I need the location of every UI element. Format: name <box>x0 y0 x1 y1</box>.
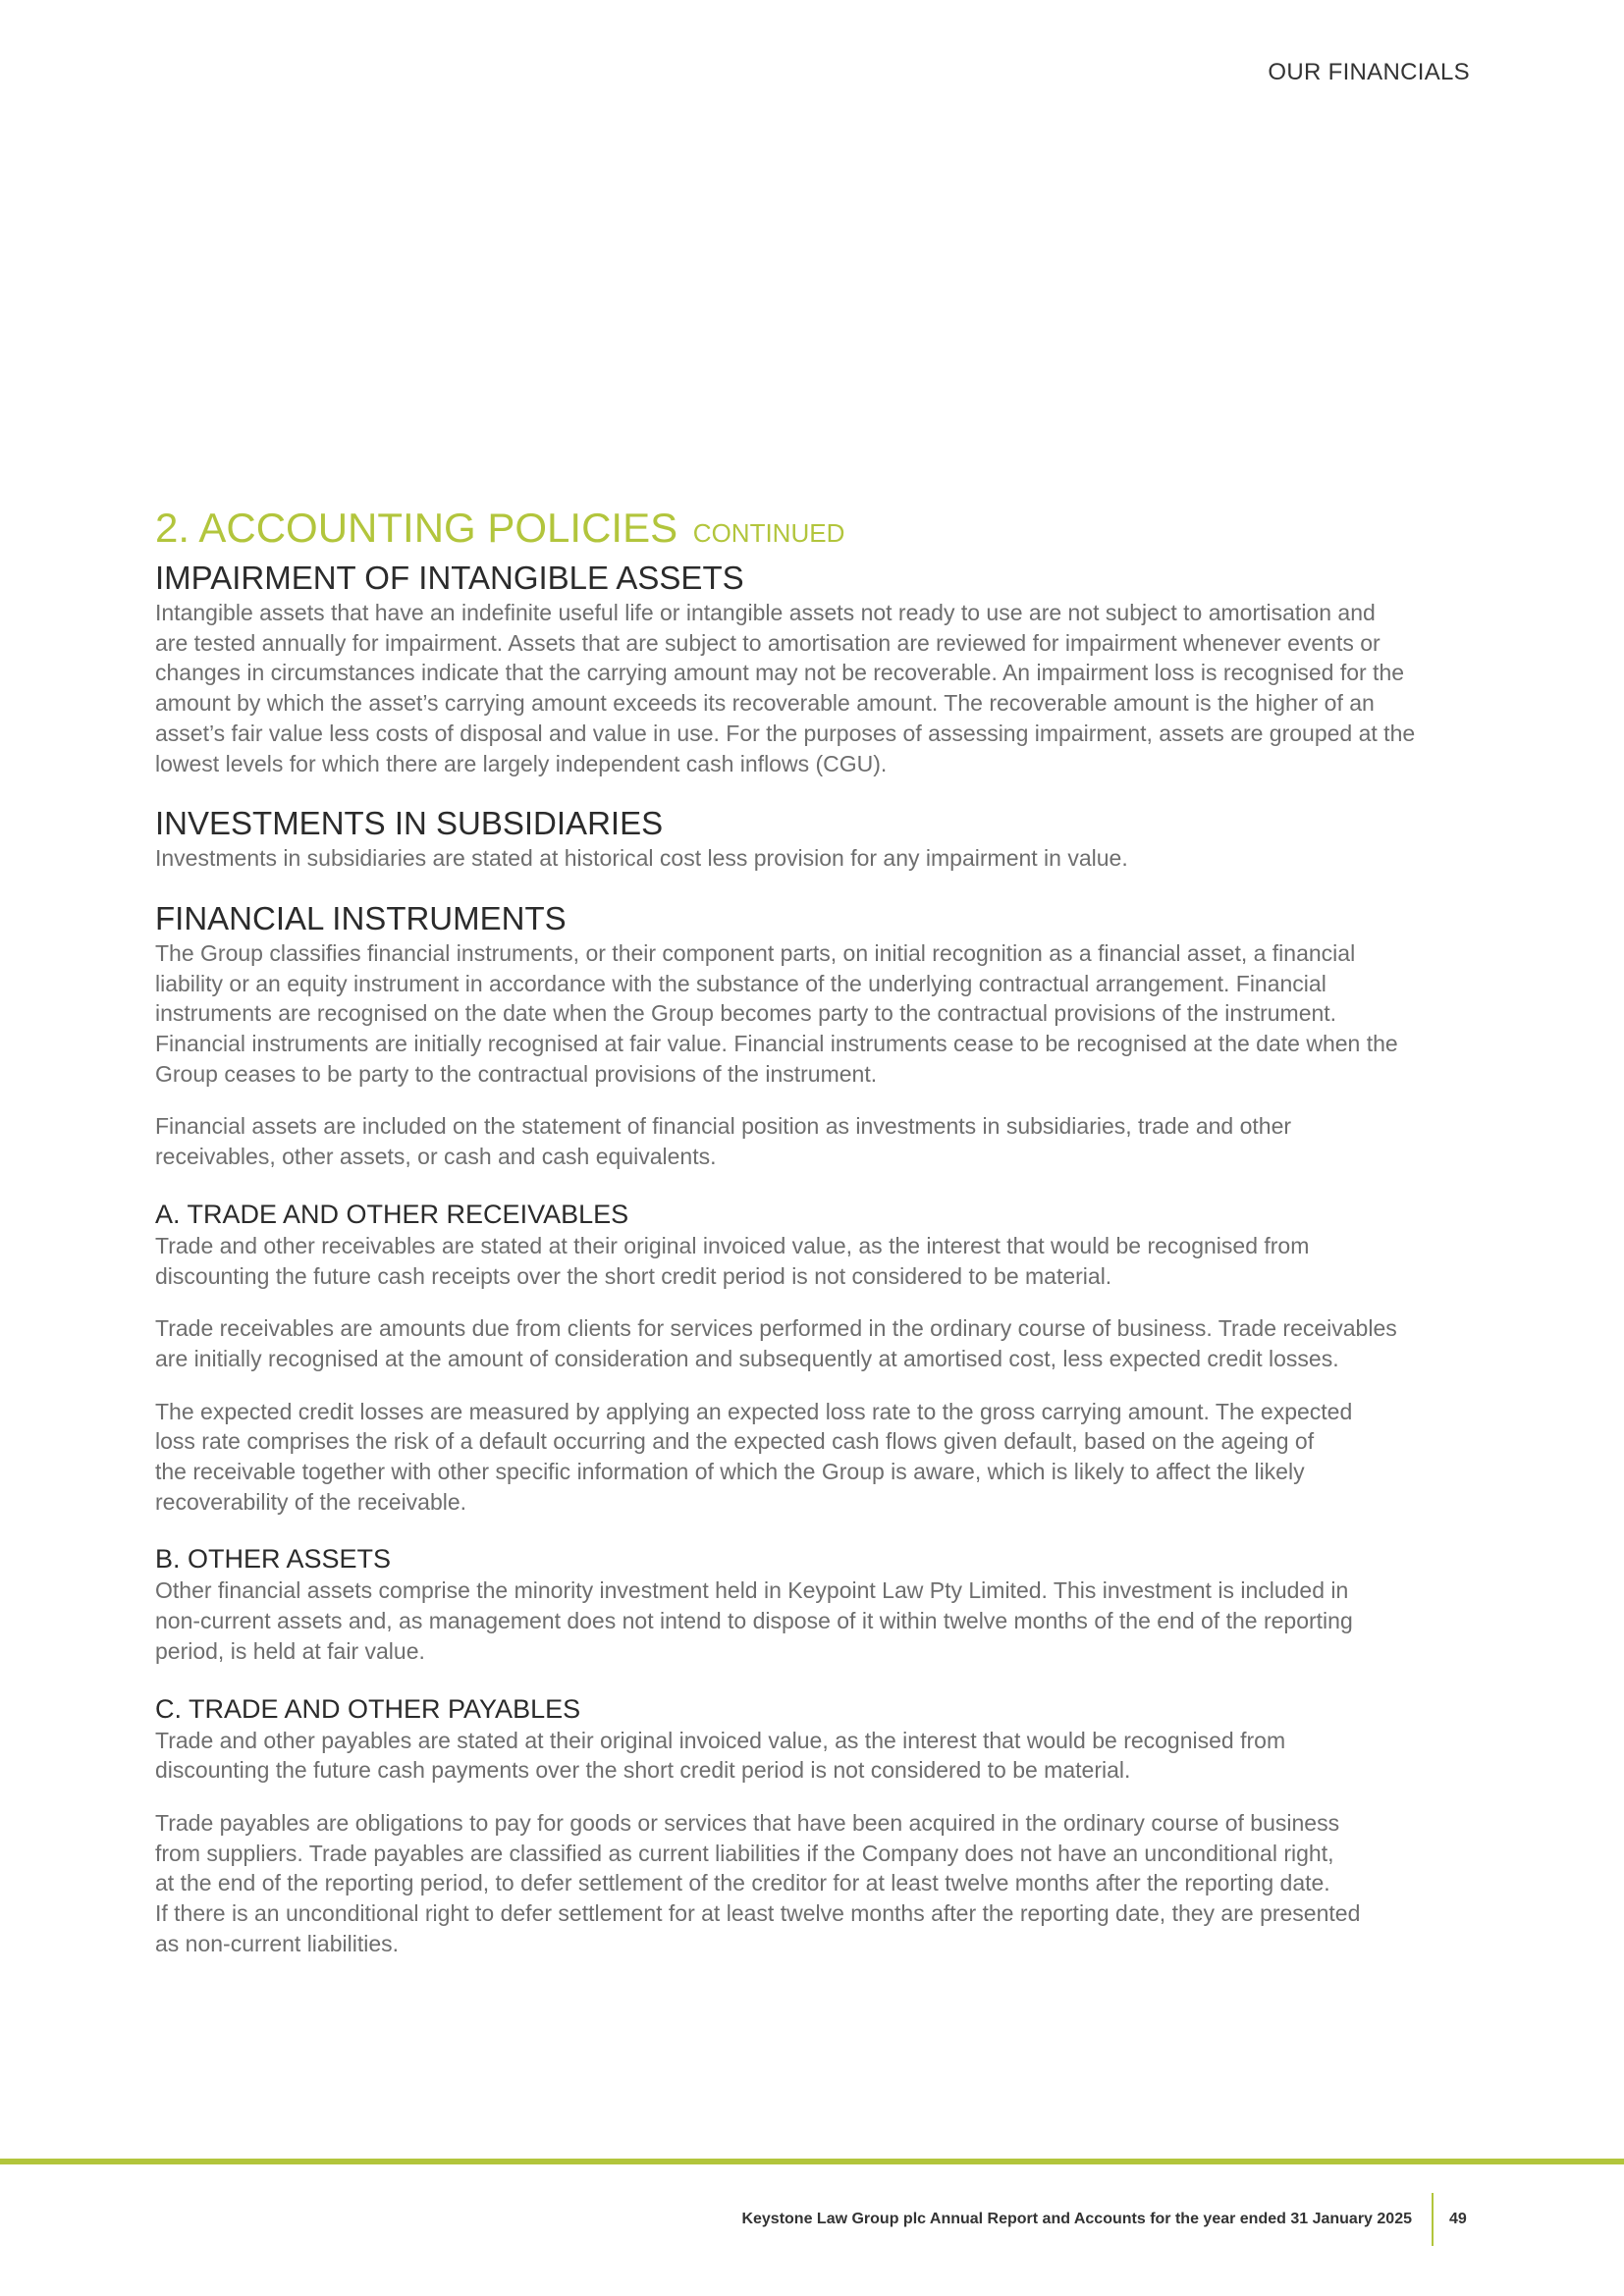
page-title <box>155 503 1471 559</box>
heading-investments: INVESTMENTS IN SUBSIDIARIES <box>155 805 664 842</box>
text-line: amount by which the asset’s carrying amount exceeds its recoverable amount. The recoverable amount is the higher of an <box>155 690 1375 717</box>
text-line: Trade payables are obligations to pay for goods or services that have been acquired in the ordinary course of business <box>155 1809 1340 1836</box>
text-line: period, is held at fair value. <box>155 1637 425 1664</box>
text-line: Financial assets are included on the statement of financial position as investments in subsidiaries, trade and other <box>155 1113 1292 1140</box>
text-line: receivables, other assets, or cash and cash equivalents. <box>155 1144 717 1170</box>
receivables-paragraph-3 <box>155 1397 1471 1518</box>
page-number: 49 <box>1449 2211 1467 2227</box>
text-line: asset’s fair value less costs of disposal and value in use. For the purposes of assessing impairment, assets are grouped at the <box>155 720 1416 746</box>
text-line: Investments in subsidiaries are stated at historical cost less provision for any impairment in value. <box>155 845 1128 872</box>
text-line: If there is an unconditional right to defer settlement for at least twelve months after the reporting date, they are presented <box>155 1900 1361 1927</box>
section-label: OUR FINANCIALS <box>1268 59 1470 85</box>
heading-payables: C. TRADE AND OTHER PAYABLES <box>155 1693 581 1724</box>
text-line: are initially recognised at the amount of consideration and subsequently at amortised cost, less expected credit losses. <box>155 1345 1339 1371</box>
text-line: lowest levels for which there are largely independent cash inflows (CGU). <box>155 750 888 776</box>
text-line: changes in circumstances indicate that the carrying amount may not be recoverable. An impairment loss is recognised for the <box>155 660 1405 686</box>
text-line: discounting the future cash payments over the short credit period is not considered to be material. <box>155 1757 1131 1784</box>
text-line: Financial instruments are initially recognised at fair value. Financial instruments cease to be recognised at the date when the <box>155 1031 1398 1057</box>
text-line: Trade and other receivables are stated at their original invoiced value, as the interest that would be recognised from <box>155 1232 1310 1258</box>
text-line: The Group classifies financial instruments, or their component parts, on initial recognition as a financial asset, a financial <box>155 939 1356 966</box>
text-line: The expected credit losses are measured by applying an expected loss rate to the gross carrying amount. The expected <box>155 1398 1353 1424</box>
payables-paragraph-2 <box>155 1808 1471 1959</box>
text-line: liability or an equity instrument in accordance with the substance of the underlying contractual arrangement. Financial <box>155 970 1326 996</box>
text-line: instruments are recognised on the date when the Group becomes party to the contractual provisions of the instrument. <box>155 1000 1337 1027</box>
receivables-paragraph-1 <box>155 1231 1471 1291</box>
heading-receivables: A. TRADE AND OTHER RECEIVABLES <box>155 1199 629 1229</box>
text-line: discounting the future cash receipts over the short credit period is not considered to be material. <box>155 1262 1112 1289</box>
footer-report-title: Keystone Law Group plc Annual Report and Accounts for the year ended 31 January 2025 <box>741 2211 1412 2227</box>
heading-other-assets: B. OTHER ASSETS <box>155 1544 392 1575</box>
text-line: Other financial assets comprise the minority investment held in Keypoint Law Pty Limited. This investment is included in <box>155 1577 1349 1604</box>
text-line: as non-current liabilities. <box>155 1930 400 1956</box>
text-line: the receivable together with other specific information of which the Group is aware, which is likely to affect the likely <box>155 1459 1305 1485</box>
page-title-text: 2. ACCOUNTING POLICIES <box>155 505 678 551</box>
heading-impairment: IMPAIRMENT OF INTANGIBLE ASSETS <box>155 560 744 596</box>
payables-paragraph-1 <box>155 1726 1471 1786</box>
text-line: non-current assets and, as management does not intend to dispose of it within twelve months of the end of the reporting <box>155 1608 1353 1634</box>
investments-paragraph <box>155 843 1471 874</box>
financial-instruments-paragraph-1 <box>155 938 1471 1090</box>
text-line: at the end of the reporting period, to defer settlement of the creditor for at least twelve months after the reporting date. <box>155 1870 1330 1896</box>
title-continued: CONTINUED <box>692 518 845 548</box>
receivables-paragraph-2 <box>155 1313 1471 1373</box>
text-line: recoverability of the receivable. <box>155 1488 467 1515</box>
text-line: are tested annually for impairment. Assets that are subject to amortisation are reviewed for impairment whenever events or <box>155 629 1380 656</box>
text-line: Intangible assets that have an indefinite useful life or intangible assets not ready to use are not subject to amortisation and <box>155 600 1376 625</box>
text-line: Trade and other payables are stated at their original invoiced value, as the interest that would be recognised from <box>155 1727 1286 1753</box>
financial-instruments-paragraph-2 <box>155 1111 1471 1171</box>
text-line: loss rate comprises the risk of a default occurring and the expected cash flows given default, based on the ageing of <box>155 1428 1315 1455</box>
heading-financial-instruments: FINANCIAL INSTRUMENTS <box>155 899 567 936</box>
footer-rule <box>0 2159 1624 2164</box>
page-content <box>155 503 1471 1959</box>
impairment-paragraph <box>155 598 1471 778</box>
footer-divider <box>1432 2193 1434 2246</box>
text-line: from suppliers. Trade payables are classified as current liabilities if the Company does not have an unconditional right, <box>155 1840 1334 1866</box>
text-line: Trade receivables are amounts due from clients for services performed in the ordinary course of business. Trade receivables <box>155 1315 1397 1342</box>
other-assets-paragraph <box>155 1575 1471 1666</box>
text-line: Group ceases to be party to the contractual provisions of the instrument. <box>155 1060 878 1087</box>
